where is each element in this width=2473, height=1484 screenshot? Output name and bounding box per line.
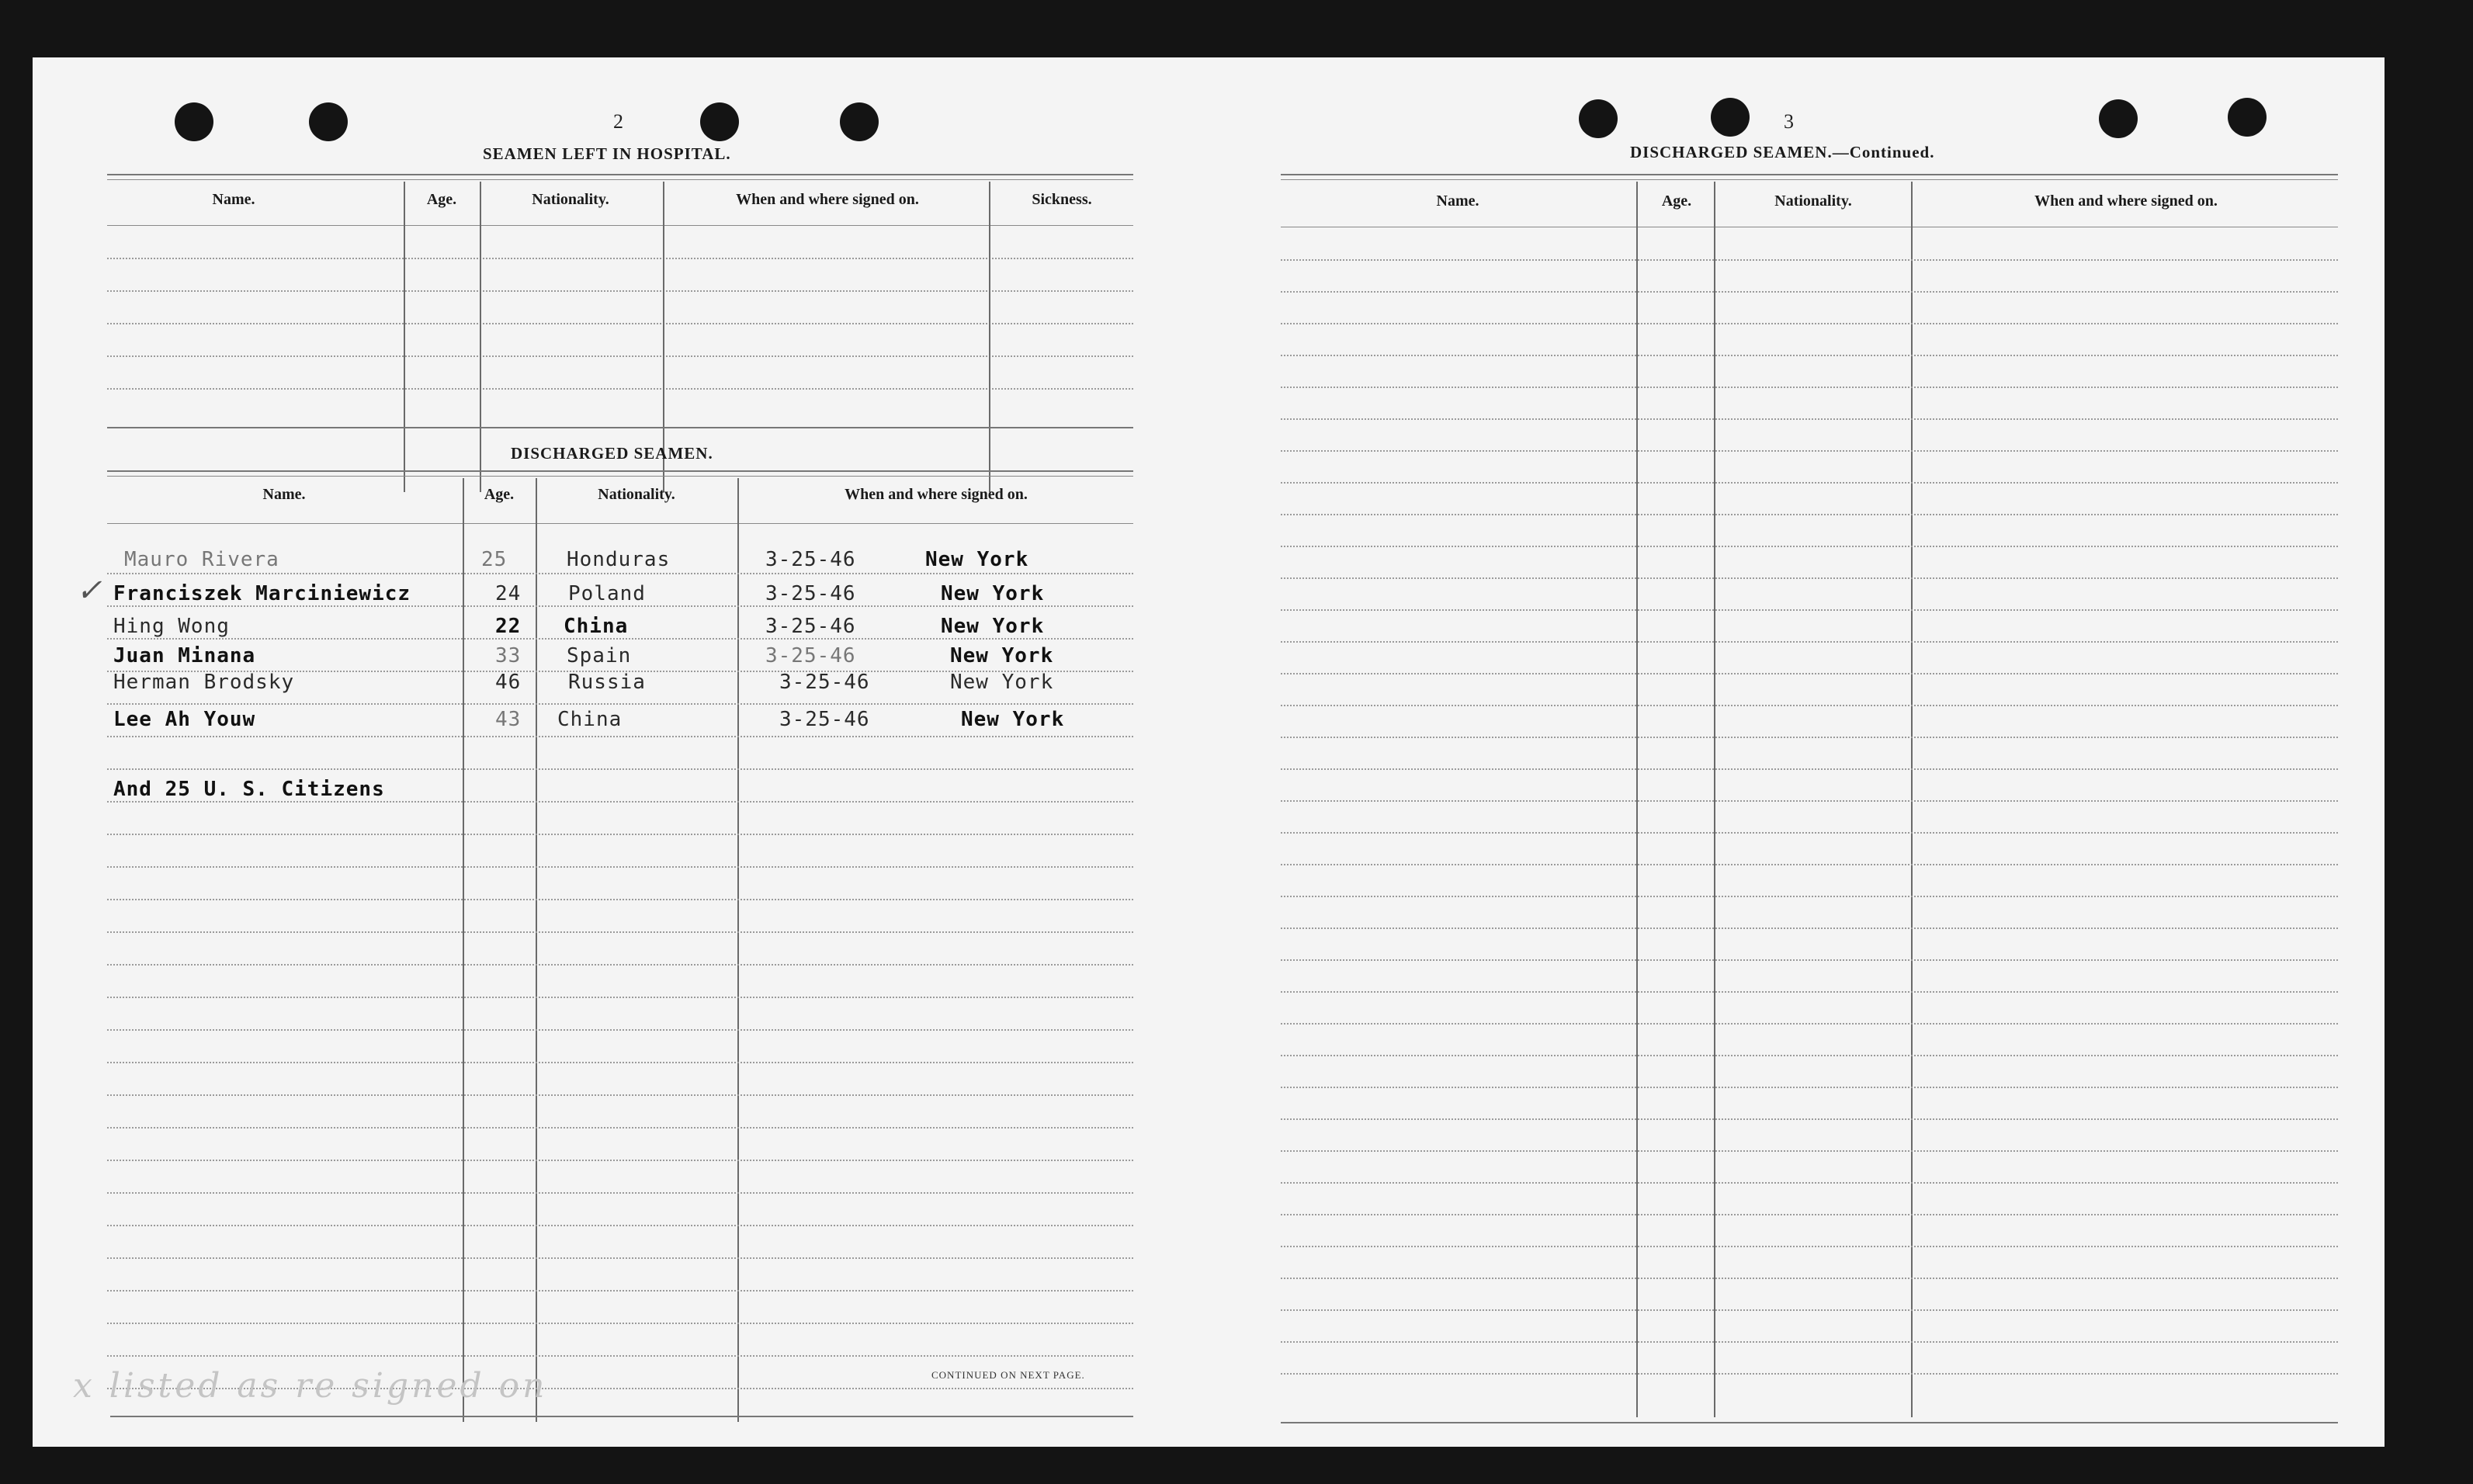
row-age: 46: [495, 671, 522, 694]
check-mark: ✓: [76, 573, 102, 609]
punch-hole: [840, 102, 879, 141]
hospital-row-line: [107, 258, 1133, 259]
ruling-line: [1281, 1373, 2338, 1375]
ruling-line: [1281, 1341, 2338, 1343]
rule: [107, 174, 1133, 175]
ruling-line: [1281, 896, 2338, 897]
col-divider: [737, 478, 739, 1422]
ruling-line: [107, 834, 1133, 835]
ruling-line: [1281, 705, 2338, 706]
ruling-line: [1281, 1023, 2338, 1025]
row-place: New York: [950, 671, 1054, 694]
discharged-col-name: Name.: [262, 486, 306, 503]
ruling-line: [1281, 482, 2338, 484]
hospital-col-signed-on: When and where signed on.: [736, 191, 919, 208]
ruling-line: [1281, 737, 2338, 738]
row-age: 24: [495, 582, 522, 605]
ruling-line: [1281, 1150, 2338, 1152]
row-date: 3-25-46: [765, 615, 856, 638]
hospital-section-title: SEAMEN LEFT IN HOSPITAL.: [483, 144, 731, 163]
ruling-line: [107, 1290, 1133, 1292]
ruling-line: [107, 736, 1133, 737]
right-col-nationality: Nationality.: [1774, 192, 1852, 210]
col-divider: [404, 182, 405, 492]
hospital-row-line: [107, 388, 1133, 390]
discharged-section-title: DISCHARGED SEAMEN.: [511, 444, 713, 463]
ruling-line: [1281, 1246, 2338, 1247]
ruling-line: [1281, 959, 2338, 961]
hospital-col-nationality: Nationality.: [532, 191, 609, 208]
right-col-age: Age.: [1661, 192, 1692, 210]
ruling-line: [107, 1062, 1133, 1063]
row-name: Mauro Rivera: [124, 548, 279, 571]
page-number-left: 2: [613, 110, 623, 133]
ruling-line: [1281, 323, 2338, 324]
ruling-line: [1281, 928, 2338, 929]
ruling-line: [1281, 387, 2338, 388]
ruling-line: [107, 997, 1133, 998]
discharged-col-age: Age.: [484, 486, 515, 503]
ruling-line: [107, 605, 1133, 607]
row-nationality: Spain: [567, 644, 632, 667]
ruling-line: [107, 1225, 1133, 1226]
ruling-line: [107, 1029, 1133, 1031]
ruling-line: [107, 1355, 1133, 1357]
handwritten-note: x listed as re signed on: [73, 1366, 548, 1406]
ruling-line: [1281, 418, 2338, 420]
hospital-row-line: [107, 323, 1133, 324]
ruling-line: [1281, 1118, 2338, 1120]
rule: [110, 1416, 1133, 1417]
ruling-line: [107, 1257, 1133, 1259]
row-place: New York: [950, 644, 1054, 667]
rule: [1281, 1422, 2338, 1423]
punch-hole: [309, 102, 348, 141]
ruling-line: [107, 931, 1133, 933]
row-date: 3-25-46: [779, 671, 870, 694]
row-date: 3-25-46: [765, 548, 856, 571]
punch-hole: [175, 102, 213, 141]
continued-footer: CONTINUED ON NEXT PAGE.: [931, 1369, 1085, 1381]
rule: [1281, 174, 2338, 175]
ruling-line: [1281, 641, 2338, 643]
row-name: Franciszek Marciniewicz: [113, 582, 411, 605]
discharged-col-nationality: Nationality.: [598, 486, 675, 503]
citizens-note: And 25 U. S. Citizens: [113, 778, 385, 801]
page-number-right: 3: [1784, 110, 1794, 133]
ruling-line: [1281, 1278, 2338, 1279]
col-divider: [463, 478, 464, 1422]
ruling-line: [107, 638, 1133, 640]
row-nationality: China: [564, 615, 629, 638]
ruling-line: [1281, 673, 2338, 674]
rule: [107, 476, 1133, 477]
row-date: 3-25-46: [779, 708, 870, 731]
row-date: 3-25-46: [765, 644, 856, 667]
ruling-line: [1281, 450, 2338, 452]
ruling-line: [1281, 864, 2338, 865]
row-age: 25: [481, 548, 508, 571]
ruling-line: [107, 801, 1133, 803]
row-name: Lee Ah Youw: [113, 708, 256, 731]
ruling-line: [1281, 514, 2338, 515]
rule: [107, 179, 1133, 180]
ruling-line: [1281, 991, 2338, 993]
hospital-col-name: Name.: [212, 191, 255, 208]
punch-hole: [2228, 98, 2267, 137]
ruling-line: [107, 964, 1133, 966]
ruling-line: [1281, 800, 2338, 802]
row-date: 3-25-46: [765, 582, 856, 605]
ruling-line: [107, 866, 1133, 868]
ruling-line: [1281, 832, 2338, 834]
row-name: Hing Wong: [113, 615, 230, 638]
right-col-signed-on: When and where signed on.: [2034, 192, 2218, 210]
row-place: New York: [941, 615, 1045, 638]
ruling-line: [1281, 609, 2338, 611]
ruling-line: [107, 1160, 1133, 1161]
ruling-line: [1281, 546, 2338, 547]
hospital-col-sickness: Sickness.: [1032, 191, 1092, 208]
punch-hole: [2099, 99, 2138, 138]
ruling-line: [1281, 768, 2338, 770]
ruling-line: [1281, 1182, 2338, 1184]
row-place: New York: [941, 582, 1045, 605]
ruling-line: [1281, 1087, 2338, 1088]
col-divider: [536, 478, 537, 1422]
row-nationality: China: [557, 708, 623, 731]
ruling-line: [1281, 1055, 2338, 1056]
ruling-line: [107, 1094, 1133, 1096]
hospital-row-line: [107, 355, 1133, 357]
ruling-line: [1281, 291, 2338, 293]
row-place: New York: [925, 548, 1029, 571]
right-section-title: DISCHARGED SEAMEN.—Continued.: [1630, 143, 1935, 161]
row-nationality: Poland: [568, 582, 646, 605]
col-divider: [1636, 182, 1638, 1417]
ruling-line: [107, 899, 1133, 900]
hospital-row-line: [107, 290, 1133, 292]
col-divider: [480, 182, 481, 492]
row-nationality: Honduras: [567, 548, 671, 571]
punch-hole: [1579, 99, 1618, 138]
rule: [1281, 179, 2338, 180]
punch-hole: [1711, 98, 1750, 137]
ruling-line: [107, 703, 1133, 705]
ruling-line: [107, 1323, 1133, 1324]
discharged-col-signed-on: When and where signed on.: [845, 486, 1028, 503]
punch-hole: [700, 102, 739, 141]
ruling-line: [107, 768, 1133, 770]
col-divider: [1714, 182, 1715, 1417]
col-divider: [989, 182, 990, 492]
rule: [107, 470, 1133, 472]
right-col-name: Name.: [1436, 192, 1479, 210]
col-divider: [1911, 182, 1913, 1417]
rule: [107, 523, 1133, 524]
document-sheet: [33, 57, 2385, 1447]
ruling-line: [107, 1127, 1133, 1129]
ruling-line: [1281, 1214, 2338, 1215]
rule: [107, 427, 1133, 428]
ruling-line: [1281, 1309, 2338, 1311]
ruling-line: [107, 1192, 1133, 1194]
ruling-line: [1281, 577, 2338, 579]
row-name: Herman Brodsky: [113, 671, 295, 694]
ruling-line: [1281, 259, 2338, 261]
row-age: 22: [495, 615, 522, 638]
ruling-line: [107, 573, 1133, 574]
hospital-col-age: Age.: [426, 191, 457, 208]
rule: [107, 225, 1133, 226]
row-age: 33: [495, 644, 522, 667]
ruling-line: [1281, 355, 2338, 356]
row-nationality: Russia: [568, 671, 646, 694]
row-age: 43: [495, 708, 522, 731]
row-place: New York: [961, 708, 1065, 731]
row-name: Juan Minana: [113, 644, 256, 667]
